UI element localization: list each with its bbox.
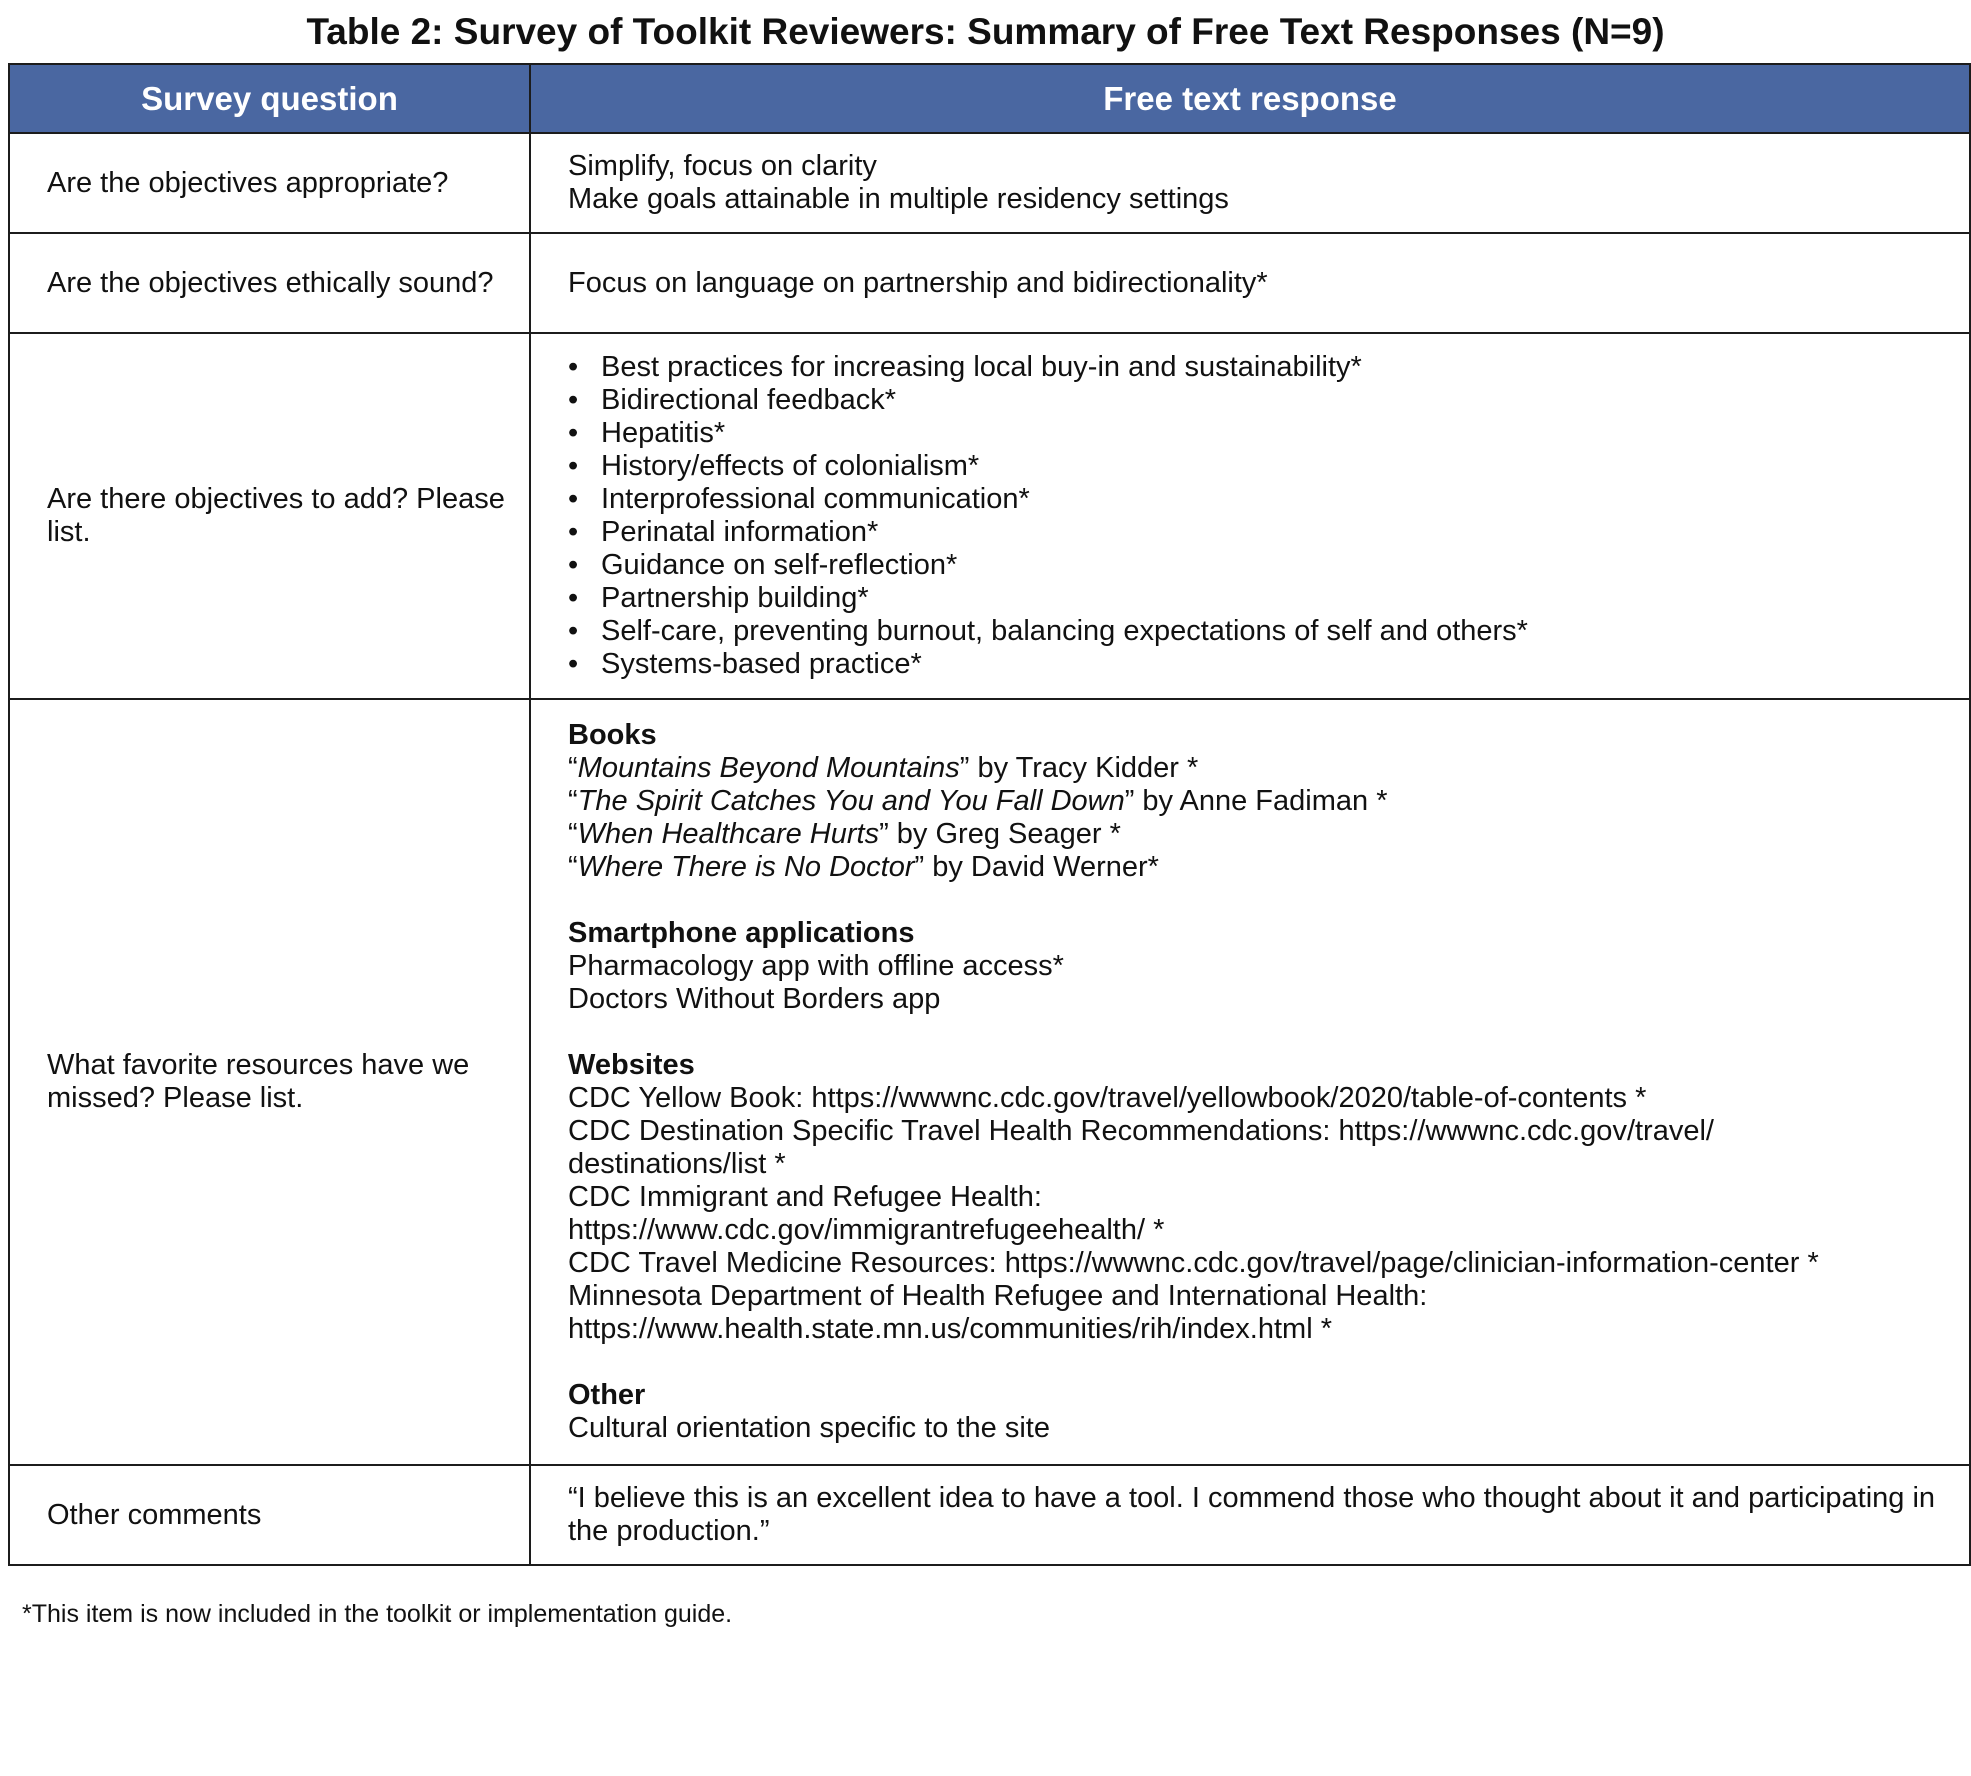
- open-quote: “: [568, 785, 578, 817]
- list-item: [568, 384, 1957, 417]
- list-item: [568, 351, 1957, 384]
- list-item-text: Best practices for increasing local buy-in and sustainability*: [601, 351, 1362, 383]
- website-line: https://www.health.state.mn.us/communities/rih/index.html *: [568, 1313, 1332, 1345]
- list-item-text: Guidance on self-reflection*: [601, 549, 958, 581]
- list-item-text: Hepatitis*: [601, 417, 726, 449]
- response-cell: Focus on language on partnership and bidirectionality*: [530, 233, 1970, 333]
- other-item: Cultural orientation specific to the site: [568, 1412, 1050, 1444]
- bullet-icon: •: [568, 516, 579, 548]
- apps-heading: Smartphone applications: [568, 917, 915, 949]
- list-item: [568, 582, 1957, 615]
- website-line: Minnesota Department of Health Refugee and International Health:: [568, 1280, 1428, 1312]
- bullet-icon: •: [568, 483, 579, 515]
- list-item-text: Self-care, preventing burnout, balancing expectations of self and others*: [601, 615, 1528, 647]
- table-title: Table 2: Survey of Toolkit Reviewers: Summary of Free Text Responses (N=9): [306, 11, 1665, 52]
- website-line: CDC Destination Specific Travel Health Recommendations: https://wwwnc.cdc.gov/travel/: [568, 1115, 1714, 1147]
- bullet-icon: •: [568, 582, 579, 614]
- bullet-icon: •: [568, 615, 579, 647]
- book-author: ” by Greg Seager *: [879, 818, 1121, 850]
- app-item: Doctors Without Borders app: [568, 983, 941, 1015]
- table-row: [9, 699, 1970, 1465]
- list-item: [568, 648, 1957, 681]
- book-item: [568, 818, 1957, 851]
- bullet-icon: •: [568, 549, 579, 581]
- footnote: *This item is now included in the toolkit or implementation guide.: [22, 1600, 733, 1628]
- list-item: [568, 450, 1957, 483]
- book-title: When Healthcare Hurts: [577, 818, 880, 850]
- list-item: [568, 417, 1957, 450]
- list-item-text: History/effects of colonialism*: [601, 450, 980, 482]
- book-item: [568, 752, 1957, 785]
- header-survey-question: Survey question: [9, 64, 530, 133]
- spacer: [568, 1346, 1957, 1379]
- bullet-icon: •: [568, 384, 579, 416]
- book-title: Where There is No Doctor: [577, 851, 915, 883]
- response-cell: “I believe this is an excellent idea to have a tool. I commend those who thought about it and participating in the production.”: [530, 1465, 1970, 1565]
- book-item: [568, 851, 1957, 884]
- websites-heading: Websites: [568, 1049, 695, 1081]
- list-item-text: Systems-based practice*: [601, 648, 922, 680]
- bullet-icon: •: [568, 648, 579, 680]
- list-item-text: Partnership building*: [601, 582, 869, 614]
- response-line: Simplify, focus on clarity: [568, 150, 877, 182]
- open-quote: “: [568, 851, 578, 883]
- website-line: CDC Immigrant and Refugee Health:: [568, 1181, 1042, 1213]
- website-line: CDC Travel Medicine Resources: https://wwwnc.cdc.gov/travel/page/clinician-information-center *: [568, 1247, 1819, 1279]
- question-cell: Other comments: [9, 1465, 530, 1565]
- objectives-bullet-list: [568, 351, 1957, 681]
- open-quote: “: [568, 752, 578, 784]
- books-heading: Books: [568, 719, 657, 751]
- response-line: Make goals attainable in multiple residency settings: [568, 183, 1229, 215]
- bullet-icon: •: [568, 450, 579, 482]
- list-item-text: Interprofessional communication*: [601, 483, 1030, 515]
- list-item-text: Bidirectional feedback*: [601, 384, 897, 416]
- app-item: Pharmacology app with offline access*: [568, 950, 1064, 982]
- list-item: [568, 549, 1957, 582]
- spacer: [568, 884, 1957, 917]
- book-title: Mountains Beyond Mountains: [577, 752, 960, 784]
- spacer: [568, 1016, 1957, 1049]
- book-author: ” by David Werner*: [914, 851, 1159, 883]
- table-row: [9, 233, 1970, 333]
- question-cell: Are there objectives to add? Please list.: [9, 333, 530, 699]
- table-row: [9, 1465, 1970, 1565]
- table-header-row: [9, 64, 1970, 133]
- survey-table: [8, 63, 1971, 1566]
- question-cell: What favorite resources have we missed? Please list.: [9, 699, 530, 1465]
- question-cell: Are the objectives ethically sound?: [9, 233, 530, 333]
- website-line: CDC Yellow Book: https://wwwnc.cdc.gov/travel/yellowbook/2020/table-of-contents *: [568, 1082, 1647, 1114]
- list-item: [568, 615, 1957, 648]
- book-item: [568, 785, 1957, 818]
- list-item: [568, 516, 1957, 549]
- question-cell: Are the objectives appropriate?: [9, 133, 530, 233]
- book-title: The Spirit Catches You and You Fall Down: [577, 785, 1125, 817]
- website-line: https://www.cdc.gov/immigrantrefugeehealth/ *: [568, 1214, 1165, 1246]
- response-cell: [530, 133, 1970, 233]
- bullet-icon: •: [568, 351, 579, 383]
- response-cell: [530, 333, 1970, 699]
- bullet-icon: •: [568, 417, 579, 449]
- website-line: destinations/list *: [568, 1148, 786, 1180]
- book-author: ” by Tracy Kidder *: [959, 752, 1199, 784]
- other-heading: Other: [568, 1379, 646, 1411]
- table-row: [9, 133, 1970, 233]
- list-item-text: Perinatal information*: [601, 516, 879, 548]
- book-author: ” by Anne Fadiman *: [1124, 785, 1388, 817]
- table-row: [9, 333, 1970, 699]
- open-quote: “: [568, 818, 578, 850]
- list-item: [568, 483, 1957, 516]
- response-cell: [530, 699, 1970, 1465]
- header-free-text-response: Free text response: [530, 64, 1970, 133]
